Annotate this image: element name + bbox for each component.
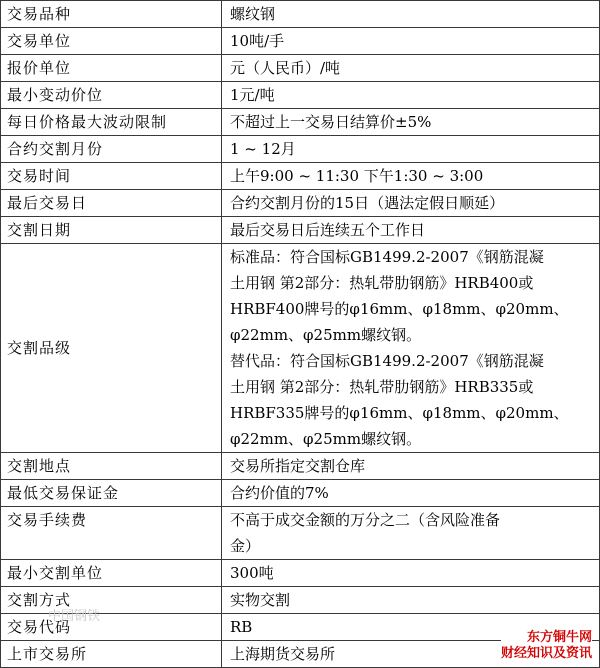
row-value: 不超过上一交易日结算价±5% (222, 109, 600, 136)
row-value: 10吨/手 (222, 28, 600, 55)
row-value: 交易所指定交割仓库 (222, 453, 600, 480)
row-key: 最小变动价位 (1, 82, 222, 109)
row-value: 合约价值的7% (222, 480, 600, 507)
row-key: 上市交易所 (1, 641, 222, 668)
row-value: RB (222, 614, 600, 641)
row-value: 上午9:00 ~ 11:30 下午1:30 ~ 3:00 (222, 163, 600, 190)
row-key: 交易单位 (1, 28, 222, 55)
table-row (1, 453, 600, 480)
table-row (1, 163, 600, 190)
row-key: 合约交割月份 (1, 136, 222, 163)
row-key: 交割方式 (1, 587, 222, 614)
watermark: 中国钢铁 (48, 609, 101, 624)
row-value: 实物交割 (222, 587, 600, 614)
row-key: 交割地点 (1, 453, 222, 480)
row-key: 每日价格最大波动限制 (1, 109, 222, 136)
table-row (1, 244, 600, 453)
row-value: 合约交割月份的15日（遇法定假日顺延） (222, 190, 600, 217)
table-row (1, 507, 600, 560)
row-key: 交易品种 (1, 1, 222, 28)
table-row (1, 190, 600, 217)
row-key: 交易时间 (1, 163, 222, 190)
row-value: 螺纹钢 (222, 1, 600, 28)
table-row (1, 55, 600, 82)
row-value: 不高于成交金额的万分之二（含风险准备 金） (222, 507, 600, 560)
table-row (1, 82, 600, 109)
row-key: 交割品级 (1, 244, 222, 453)
table-row (1, 1, 600, 28)
row-value: 300吨 (222, 560, 600, 587)
row-value: 最后交易日后连续五个工作日 (222, 217, 600, 244)
table-row (1, 217, 600, 244)
table-row (1, 136, 600, 163)
row-value: 标准品：符合国标GB1499.2-2007《钢筋混凝 土用钢 第2部分：热轧带肋钢筋》HRB400或 HRBF400牌号的φ16mm、φ18mm、φ20mm、 φ22mm、φ25mm螺纹钢。 替代品：符合国标GB1499.2-2007《钢筋混凝 土用钢 第2部分：热轧带肋钢筋》HRB335或 HRBF335牌号的φ16mm、φ18mm、φ20mm、 φ22mm、φ25mm螺纹钢。 (222, 244, 600, 453)
row-key: 报价单位 (1, 55, 222, 82)
brand-line1: 东方铜牛网 (526, 630, 592, 645)
table-row (1, 28, 600, 55)
row-value: 1元/吨 (222, 82, 600, 109)
table-row (1, 560, 600, 587)
table-row (1, 480, 600, 507)
row-key: 最后交易日 (1, 190, 222, 217)
row-key: 交易代码 (1, 614, 222, 641)
row-key: 交割日期 (1, 217, 222, 244)
row-key: 交易手续费 (1, 507, 222, 560)
brand-logo[interactable] (501, 630, 592, 662)
table-row (1, 109, 600, 136)
row-key: 最低交易保证金 (1, 480, 222, 507)
row-value: 元（人民币）/吨 (222, 55, 600, 82)
brand-line2: 财经知识及资讯 (500, 646, 592, 661)
row-value: 上海期货交易所 (222, 641, 600, 668)
row-value: 1 ~ 12月 (222, 136, 600, 163)
row-key: 最小交割单位 (1, 560, 222, 587)
